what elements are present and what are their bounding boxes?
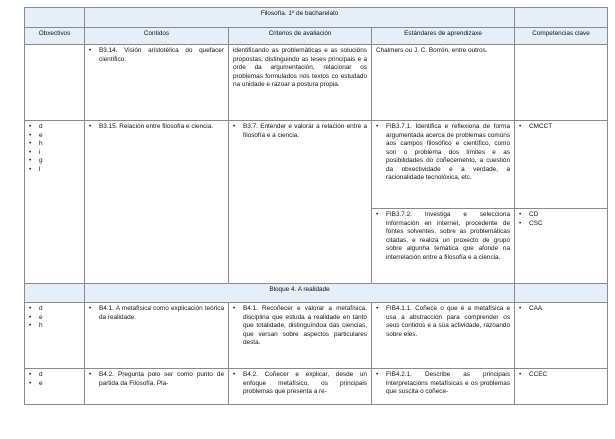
standard-item: • FIB3.7.1. Identifica e reflexiona de forma argumentada acerca de problemas comúns aos campos filosófico e científico, como son o problema dos límites e as posibilidades do coñecemento, a cuestión da obxectividade e a verdade, a racionalidade tecnolóxica, etc. bbox=[376, 123, 510, 183]
objectives-list bbox=[29, 371, 80, 388]
header-estandares: Estándares de aprendizaxe bbox=[372, 28, 515, 45]
cell-estandares bbox=[372, 303, 515, 369]
standard-item: • FIB3.7.2. Investiga e selecciona información en internet, procedente de fontes solventes, sobre as problemáticas citadas, e realiza un proxecto de grupo sobre algunha temática que afonde na interrelación entre a filosofía e a ciencia. bbox=[376, 211, 510, 262]
block-left-blank bbox=[25, 284, 85, 303]
objective-item: • d bbox=[29, 305, 80, 314]
cell-obxectivos bbox=[25, 45, 85, 121]
cell-criterios: identificando as problemáticas e as solucións propostas, distinguindo as teses principais e a orde da argumentación, relacionar os problemas formulados nos textos co estudado na unidade e razoar a postura propia. bbox=[229, 45, 372, 121]
cell-contidos bbox=[85, 121, 229, 284]
cell-obxectivos bbox=[25, 369, 85, 405]
cell-competencias bbox=[515, 45, 608, 121]
objectives-list bbox=[29, 305, 80, 331]
header-contidos: Contidos bbox=[85, 28, 229, 45]
cell-criterios bbox=[229, 303, 372, 369]
title-right-blank bbox=[515, 8, 608, 28]
objective-item: • h bbox=[29, 140, 80, 149]
table-row bbox=[25, 369, 608, 405]
objective-item: • h bbox=[29, 322, 80, 331]
objective-item: • e bbox=[29, 132, 80, 141]
cell-estandares: Chalmers ou J. C. Borrón, entre outros. bbox=[372, 45, 515, 121]
table-title-row bbox=[25, 8, 608, 28]
competence-item: • CD bbox=[519, 211, 603, 220]
competence-item: • CAA bbox=[519, 305, 603, 314]
competence-item: • CCEC bbox=[519, 371, 603, 380]
column-header-row bbox=[25, 28, 608, 45]
header-criterios: Criterios de avaliación bbox=[229, 28, 372, 45]
cell-contidos bbox=[85, 369, 229, 405]
objective-item: • g bbox=[29, 157, 80, 166]
curriculum-table bbox=[24, 7, 608, 405]
cell-competencias bbox=[515, 209, 608, 284]
table-row bbox=[25, 303, 608, 369]
criterion-item: • B3.7. Entender e valorar a relación entre a filosofía e a ciencia. bbox=[233, 123, 367, 140]
cell-estandares bbox=[372, 121, 515, 209]
standard-item: • FIB4.2.1. Describe as principais interpretacións metafísicas e os problemas que suscita o coñece- bbox=[376, 371, 510, 397]
cell-contidos bbox=[85, 45, 229, 121]
objective-item: • e bbox=[29, 380, 80, 389]
objective-item: • e bbox=[29, 314, 80, 323]
table-title: Filosofía. 1º de bacharelato bbox=[85, 8, 515, 28]
cell-competencias bbox=[515, 369, 608, 405]
content-item: • B3.14. Visión aristotélica do quefacer científico. bbox=[89, 47, 224, 64]
content-item: • B4.1. A metafísica como explicación teórica da realidade. bbox=[89, 305, 224, 322]
objective-item: • d bbox=[29, 371, 80, 380]
competence-item: • CSC bbox=[519, 220, 603, 229]
cell-competencias bbox=[515, 121, 608, 209]
cell-criterios bbox=[229, 369, 372, 405]
cell-obxectivos bbox=[25, 303, 85, 369]
block-header-row bbox=[25, 284, 608, 303]
content-item: • B3.15. Relación entre filosofía e ciencia. bbox=[89, 123, 224, 132]
cell-estandares bbox=[372, 369, 515, 405]
competence-item: • CMCCT bbox=[519, 123, 603, 132]
header-competencias: Competencias clave bbox=[515, 28, 608, 45]
criterion-item: • B4.2. Coñecer e explicar, desde un enfoque metafísico, os principais problemas que presenta a re- bbox=[233, 371, 367, 397]
cell-obxectivos bbox=[25, 121, 85, 284]
cell-competencias bbox=[515, 303, 608, 369]
table-row bbox=[25, 45, 608, 121]
objectives-list bbox=[29, 123, 80, 174]
objective-item: • i bbox=[29, 149, 80, 158]
header-obxectivos: Obxectivos bbox=[25, 28, 85, 45]
block-right-blank bbox=[515, 284, 608, 303]
table-row bbox=[25, 121, 608, 209]
cell-criterios bbox=[229, 121, 372, 284]
objective-item: • l bbox=[29, 166, 80, 175]
objective-item: • d bbox=[29, 123, 80, 132]
standard-item: • FIB4.1.1. Coñece o que é a metafísica e usa a abstracción para comprender os seus contidos e a súa actividade, razoando sobre eles. bbox=[376, 305, 510, 339]
block-title: Bloque 4. A realidade bbox=[85, 284, 515, 303]
cell-estandares bbox=[372, 209, 515, 284]
content-item: • B4.2. Pregunta polo ser como punto de partida da Filosofía. Pla- bbox=[89, 371, 224, 388]
cell-contidos bbox=[85, 303, 229, 369]
criterion-item: • B4.1. Recoñecer e valorar a metafísica, disciplina que estuda a realidade en tanto que totalidade, distinguíndoa das ciencias, que versan sobre aspectos particulares desta. bbox=[233, 305, 367, 348]
title-left-blank bbox=[25, 8, 85, 28]
